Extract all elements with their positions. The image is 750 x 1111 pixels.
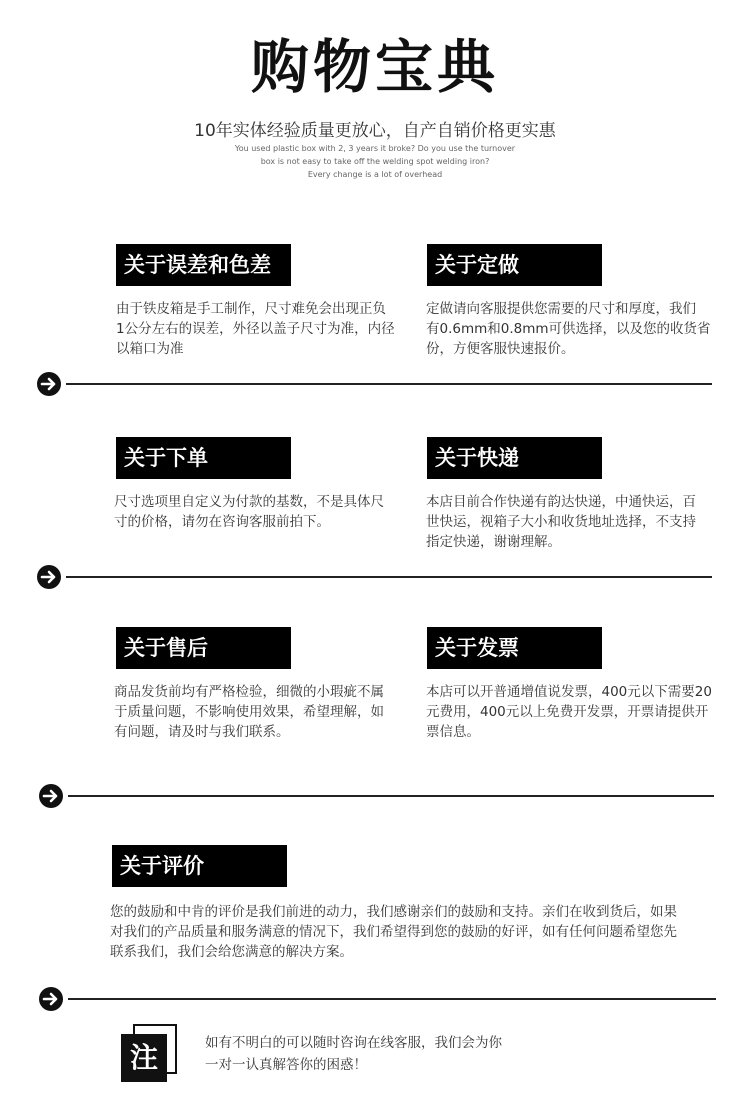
text-line: 有问题，请及时与我们联系。 [114,724,290,740]
arrow-right-circle-icon [38,783,64,809]
text-line: 对我们的产品质量和服务满意的情况下，我们希望得到您的鼓励的好评，如有任何问题希望您先 [110,924,677,940]
section-label-express: 关于快递 [427,437,602,479]
text-line: 一对一认真解答你的困惑！ [205,1057,367,1073]
text-line: 元费用，400元以上免费开发票，开票请提供开 [426,704,709,720]
text-line: 如有不明白的可以随时咨询在线客服，我们会为你 [205,1035,502,1051]
text-line: 定做请向客服提供您需要的尺寸和厚度，我们 [426,301,696,317]
english-line: Every change is a lot of overhead [307,170,443,179]
section-text-aftersale [114,682,384,742]
text-line: 票信息。 [426,724,480,740]
text-line: 商品发货前均有严格检验，细微的小瑕疵不属 [114,684,384,700]
text-line: 以箱口为准 [116,341,184,357]
text-line: 您的鼓励和中肯的评价是我们前进的动力，我们感谢亲们的鼓励和支持。亲们在收到货后，如果 [110,904,677,920]
english-line: box is not easy to take off the welding spot welding iron? [260,157,490,166]
note-text [205,1032,502,1076]
section-text-review [110,902,677,962]
english-line: You used plastic box with 2, 3 years it broke? Do you use the turnover [234,144,516,153]
text-line: 指定快递，谢谢理解。 [426,534,561,550]
text-line: 世快运，视箱子大小和收货地址选择，不支持 [426,514,696,530]
arrow-right-circle-icon [38,986,64,1012]
text-line: 由于铁皮箱是手工制作，尺寸难免会出现正负 [116,301,386,317]
section-label-custom: 关于定做 [427,244,602,286]
note-glyph: 注 [121,1034,167,1082]
section-text-order [114,492,384,532]
text-line: 1公分左右的误差，外径以盖子尺寸为准，内径 [116,321,395,337]
text-line: 本店可以开普通增值说发票，400元以下需要20 [426,684,712,700]
text-line: 于质量问题，不影响使用效果，希望理解，如 [114,704,384,720]
section-text-invoice [426,682,712,742]
section-label-error: 关于误差和色差 [116,244,291,286]
arrow-right-circle-icon [36,564,62,590]
text-line: 联系我们，我们会给您满意的解决方案。 [110,944,353,960]
text-line: 本店目前合作快递有韵达快递，中通快运，百 [426,494,696,510]
section-label-review: 关于评价 [112,845,287,887]
text-line: 寸的价格，请勿在咨询客服前拍下。 [114,514,330,530]
page-subtitle: 10年实体经验质量更放心，自产自销价格更实惠 [194,121,556,141]
section-label-aftersale: 关于售后 [116,627,291,669]
arrow-right-circle-icon [36,371,62,397]
english-description [0,142,750,181]
note-icon [121,1024,181,1084]
section-label-invoice: 关于发票 [427,627,602,669]
text-line: 有0.6mm和0.8mm可供选择，以及您的收货省 [426,321,711,337]
page-title: 购物宝典 [250,33,499,101]
section-text-express [426,492,696,552]
text-line: 份，方便客服快速报价。 [426,341,575,357]
section-text-custom [426,299,711,359]
section-label-order: 关于下单 [116,437,291,479]
text-line: 尺寸选项里自定义为付款的基数，不是具体尺 [114,494,384,510]
section-text-error [116,299,395,359]
